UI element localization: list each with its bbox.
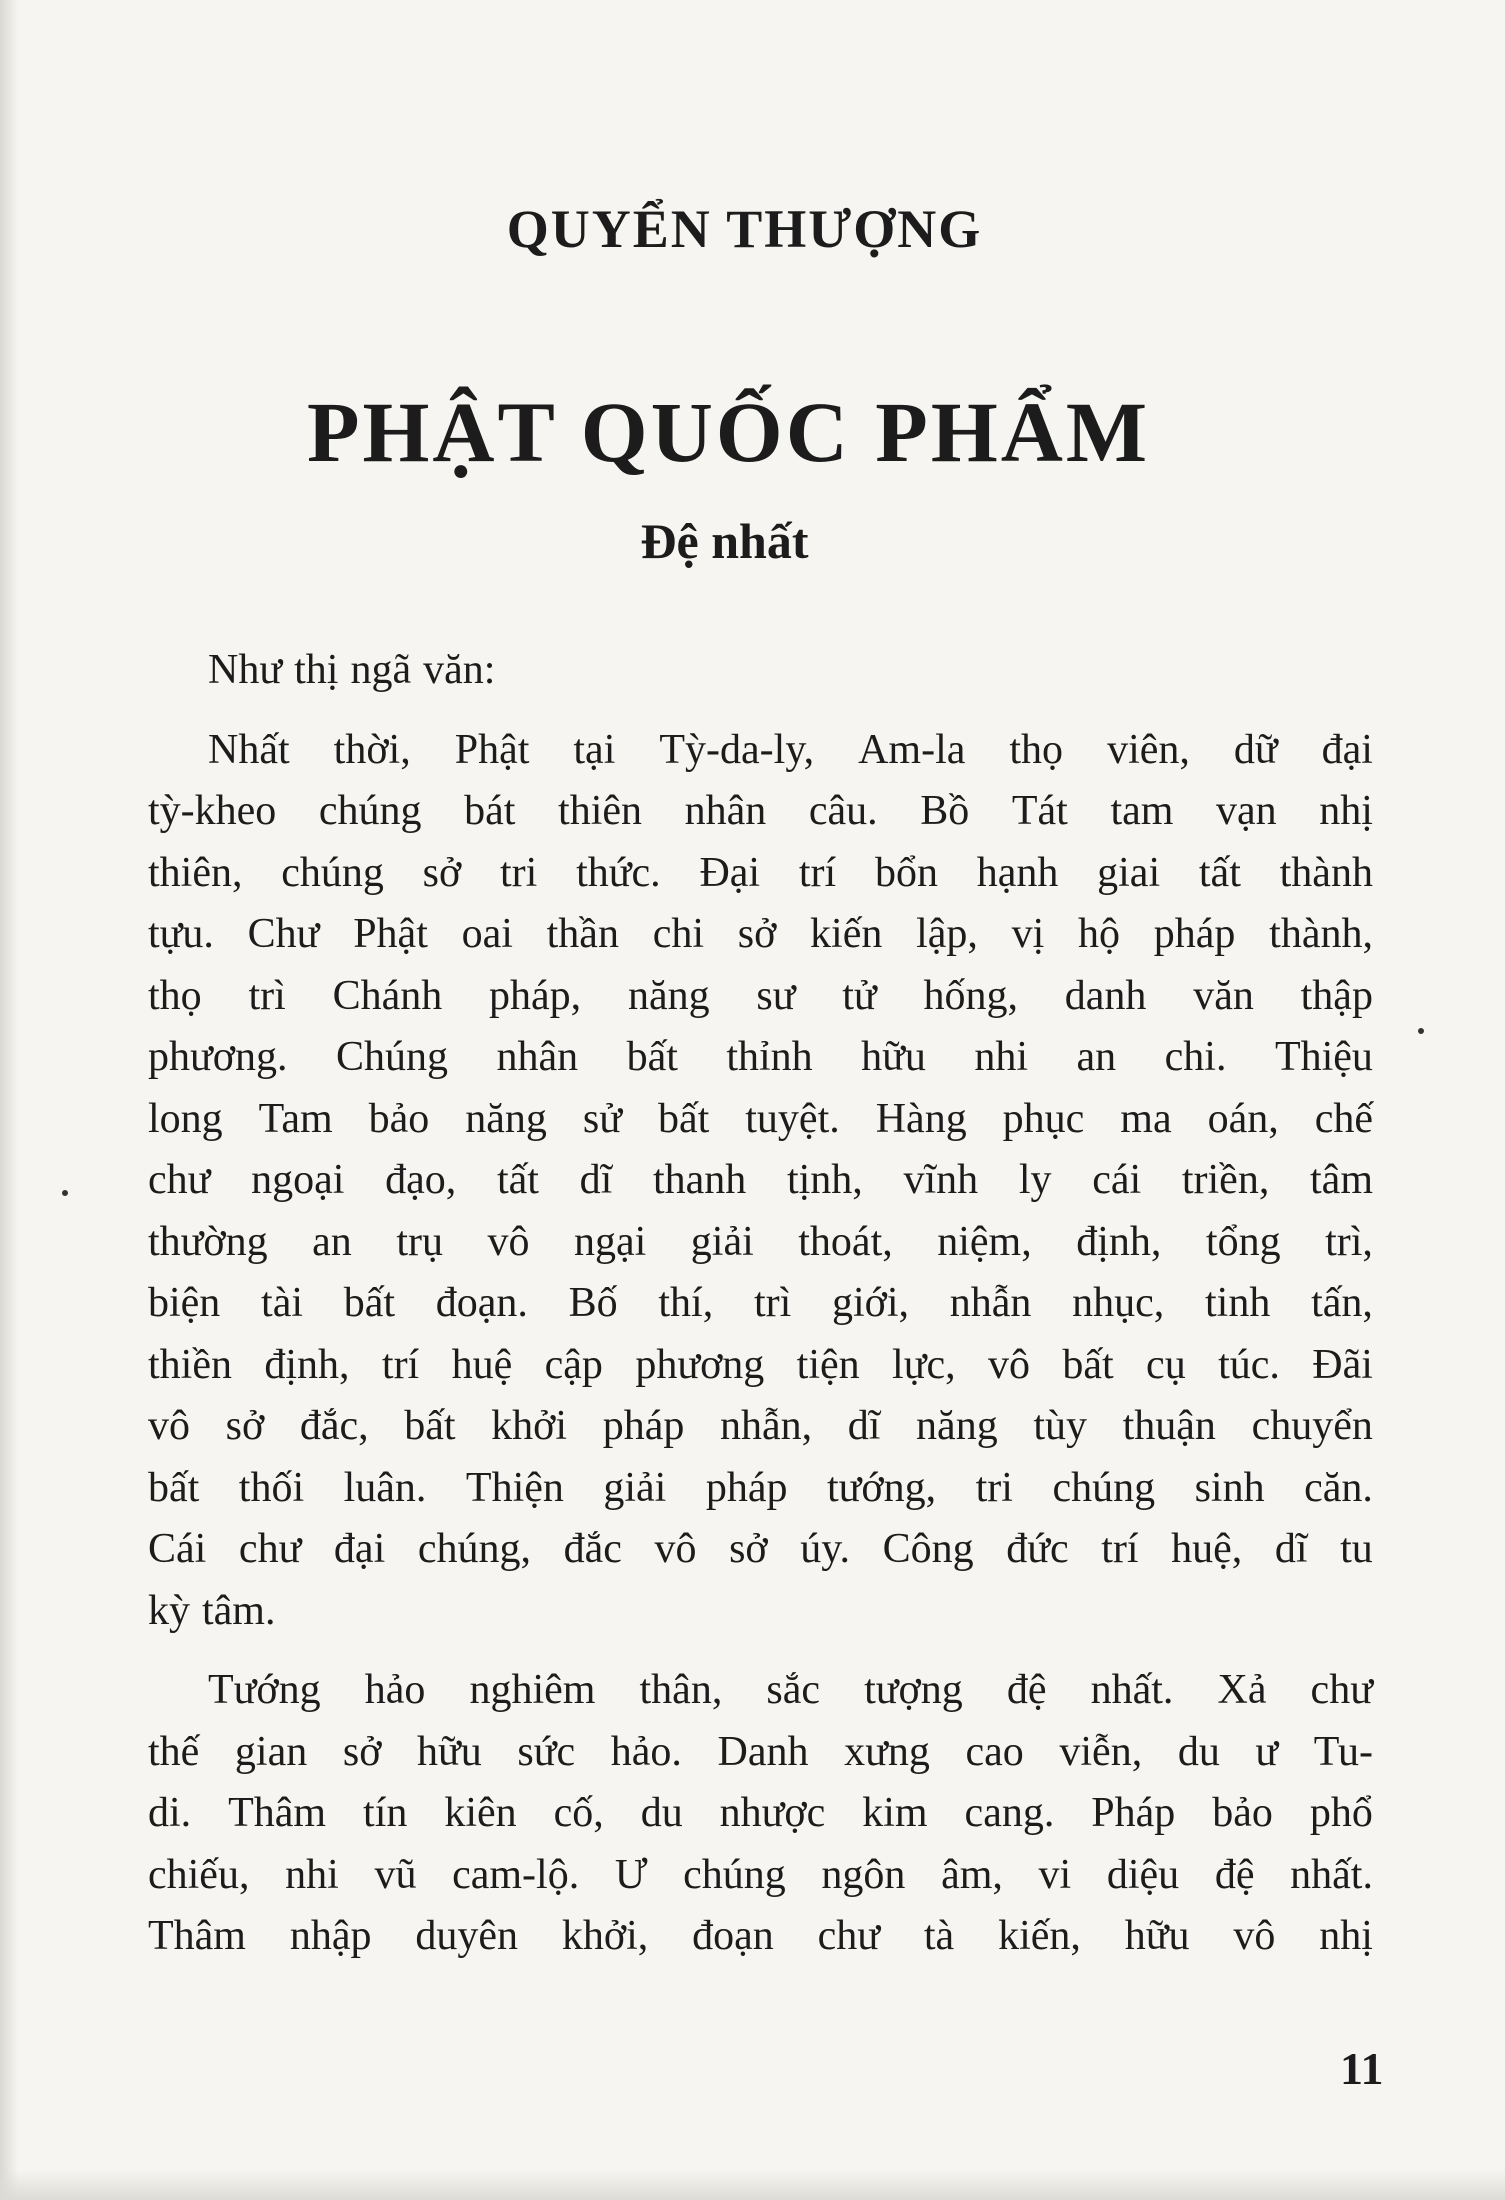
- text-line: biện tài bất đoạn. Bố thí, trì giới, nhẫn nhục, tinh tấn,: [148, 1280, 1373, 1326]
- chapter-subtitle: Đệ nhất: [640, 513, 809, 569]
- text-line: tỳ-kheo chúng bát thiên nhân câu. Bồ Tát tam vạn nhị: [148, 788, 1373, 834]
- page-gutter-shadow: [0, 0, 18, 2200]
- text-line: tựu. Chư Phật oai thần chi sở kiến lập, vị hộ pháp thành,: [148, 911, 1373, 957]
- paragraph: [148, 640, 1373, 702]
- text-line: thiên, chúng sở tri thức. Đại trí bổn hạnh giai tất thành: [148, 849, 1373, 896]
- text-line: chư ngoại đạo, tất dĩ thanh tịnh, vĩnh ly cái triền, tâm: [148, 1157, 1373, 1203]
- text-line: long Tam bảo năng sử bất tuyệt. Hàng phục ma oán, chế: [148, 1095, 1373, 1142]
- text-line: kỳ tâm.: [148, 1587, 276, 1634]
- text-line: Tướng hảo nghiêm thân, sắc tượng đệ nhất. Xả chư: [208, 1667, 1373, 1713]
- text-line: thiền định, trí huệ cập phương tiện lực, vô bất cụ túc. Đãi: [148, 1341, 1373, 1388]
- chapter-title: PHẬT QUỐC PHẨM: [306, 384, 1151, 480]
- text-line: thọ trì Chánh pháp, năng sư tử hống, danh văn thập: [148, 972, 1373, 1019]
- text-line: Cái chư đại chúng, đắc vô sở úy. Công đức trí huệ, dĩ tu: [148, 1526, 1373, 1572]
- paragraph-gap: [148, 1642, 1373, 1660]
- text-line: phương. Chúng nhân bất thỉnh hữu nhi an chi. Thiệu: [148, 1034, 1373, 1080]
- volume-title: QUYỂN THƯỢNG: [506, 199, 983, 259]
- paragraph: [148, 720, 1373, 1643]
- page-number: 11: [1340, 2043, 1384, 2094]
- page-bottom-shadow: [0, 2170, 1505, 2200]
- text-line: Thâm nhập duyên khởi, đoạn chư tà kiến, hữu vô nhị: [148, 1913, 1373, 1959]
- text-line: thế gian sở hữu sức hảo. Danh xưng cao viễn, du ư Tu-: [148, 1728, 1373, 1775]
- text-line: Như thị ngã văn:: [208, 647, 496, 693]
- text-line: Nhất thời, Phật tại Tỳ-da-ly, Am-la thọ viên, dữ đại: [208, 726, 1373, 773]
- text-line: chiếu, nhi vũ cam-lộ. Ư chúng ngôn âm, vi diệu đệ nhất.: [148, 1851, 1373, 1898]
- scan-speck: [1418, 1028, 1424, 1034]
- paragraph-gap: [148, 702, 1373, 720]
- text-line: di. Thâm tín kiên cố, du nhược kim cang. Pháp bảo phổ: [148, 1790, 1373, 1836]
- scan-speck: [62, 1190, 68, 1196]
- text-line: thường an trụ vô ngại giải thoát, niệm, định, tổng trì,: [148, 1218, 1373, 1265]
- text-line: bất thối luân. Thiện giải pháp tướng, tri chúng sinh căn.: [148, 1464, 1373, 1511]
- body-text: [148, 640, 1373, 1968]
- paragraph: [148, 1660, 1373, 1968]
- text-line: vô sở đắc, bất khởi pháp nhẫn, dĩ năng tùy thuận chuyển: [148, 1403, 1373, 1449]
